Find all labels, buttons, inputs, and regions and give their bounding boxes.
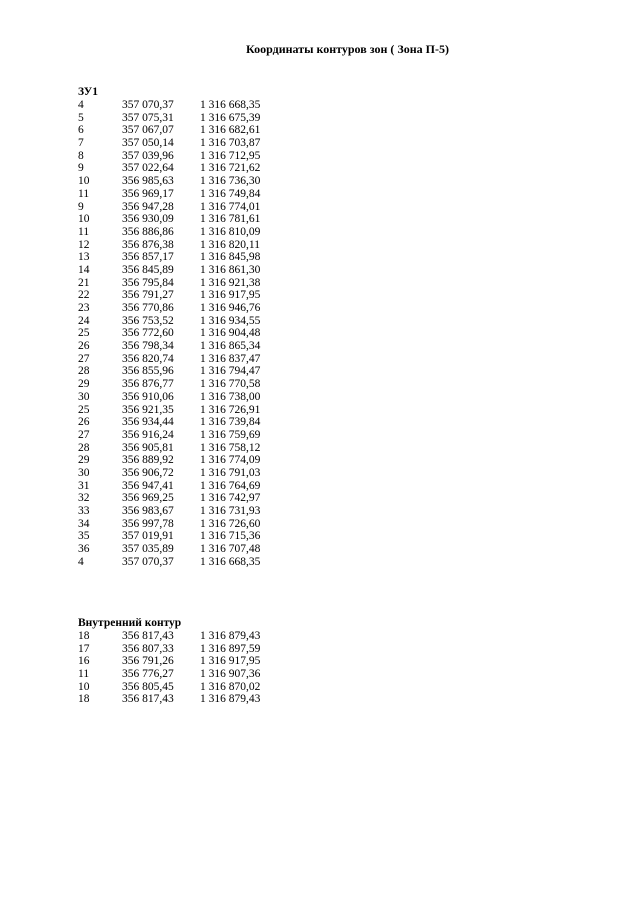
coord-x: 356 817,43 xyxy=(122,630,174,642)
table-row xyxy=(78,467,378,480)
coord-y: 1 316 934,55 xyxy=(200,314,261,327)
point-number: 32 xyxy=(78,492,90,505)
coord-x: 356 776,27 xyxy=(122,668,174,681)
coord-x: 356 857,17 xyxy=(122,251,174,264)
point-number: 30 xyxy=(78,466,90,479)
point-number: 18 xyxy=(78,693,90,706)
point-number: 27 xyxy=(78,428,90,441)
coord-y: 1 316 794,47 xyxy=(200,365,261,378)
coord-y: 1 316 703,87 xyxy=(200,137,261,150)
coord-x: 357 050,14 xyxy=(122,137,174,150)
coord-x: 356 921,35 xyxy=(122,403,174,416)
table-row xyxy=(78,150,378,163)
coord-x: 356 886,86 xyxy=(122,225,174,238)
section-zu1 xyxy=(78,86,378,568)
coord-y: 1 316 742,97 xyxy=(200,492,261,505)
coord-x: 357 075,31 xyxy=(122,111,174,124)
point-number: 8 xyxy=(78,149,84,162)
coord-y: 1 316 738,00 xyxy=(200,390,261,403)
table-row xyxy=(78,668,378,681)
coord-y: 1 316 749,84 xyxy=(200,187,261,200)
table-row xyxy=(78,213,378,226)
coord-y: 1 316 731,93 xyxy=(200,505,261,517)
coord-y: 1 316 946,76 xyxy=(200,302,261,314)
coord-y: 1 316 707,48 xyxy=(200,543,261,556)
coord-y: 1 316 781,61 xyxy=(200,213,261,226)
coord-x: 356 795,84 xyxy=(122,276,174,289)
coord-y: 1 316 715,36 xyxy=(200,530,261,543)
point-number: 14 xyxy=(78,263,90,276)
table-row xyxy=(78,239,378,252)
table-row xyxy=(78,162,378,175)
coord-x: 356 791,26 xyxy=(122,655,174,668)
section-heading: Внутренний контур xyxy=(78,617,182,629)
point-number: 17 xyxy=(78,642,90,655)
coord-y: 1 316 726,60 xyxy=(200,517,261,530)
point-number: 27 xyxy=(78,352,90,365)
point-number: 34 xyxy=(78,517,90,530)
coord-x: 356 855,96 xyxy=(122,365,174,378)
point-number: 11 xyxy=(78,225,90,238)
coord-x: 357 067,07 xyxy=(122,124,174,137)
point-number: 9 xyxy=(78,200,84,213)
coord-x: 356 889,92 xyxy=(122,454,174,467)
table-row xyxy=(78,505,378,518)
coord-y: 1 316 668,35 xyxy=(200,555,261,568)
coord-y: 1 316 879,43 xyxy=(200,693,261,706)
coord-y: 1 316 682,61 xyxy=(200,124,261,137)
coord-y: 1 316 897,59 xyxy=(200,642,261,655)
point-number: 18 xyxy=(78,630,90,642)
coord-x: 356 934,44 xyxy=(122,416,174,429)
point-number: 4 xyxy=(78,99,84,111)
coord-y: 1 316 736,30 xyxy=(200,175,261,188)
point-number: 28 xyxy=(78,441,90,454)
table-row xyxy=(78,630,378,643)
table-row xyxy=(78,416,378,429)
point-number: 24 xyxy=(78,314,90,327)
coord-x: 356 805,45 xyxy=(122,680,174,693)
coord-x: 356 947,41 xyxy=(122,479,174,492)
coord-y: 1 316 712,95 xyxy=(200,149,261,162)
section-inner-contour xyxy=(78,617,378,706)
coord-x: 356 997,78 xyxy=(122,517,174,530)
table-row xyxy=(78,378,378,391)
table-row xyxy=(78,353,378,366)
coord-y: 1 316 764,69 xyxy=(200,479,261,492)
coord-x: 357 035,89 xyxy=(122,543,174,556)
point-number: 25 xyxy=(78,327,90,340)
table-row xyxy=(78,530,378,543)
coordinate-table xyxy=(78,630,378,706)
coord-x: 356 770,86 xyxy=(122,302,174,314)
table-row xyxy=(78,289,378,302)
coord-x: 356 817,43 xyxy=(122,693,174,706)
point-number: 10 xyxy=(78,175,90,188)
point-number: 11 xyxy=(78,187,90,200)
table-row xyxy=(78,404,378,417)
coord-y: 1 316 759,69 xyxy=(200,428,261,441)
table-row xyxy=(78,99,378,112)
table-row xyxy=(78,124,378,137)
coord-x: 356 983,67 xyxy=(122,505,174,517)
coord-x: 356 930,09 xyxy=(122,213,174,226)
table-row xyxy=(78,201,378,214)
table-row xyxy=(78,492,378,505)
table-row xyxy=(78,226,378,239)
table-row xyxy=(78,277,378,290)
point-number: 36 xyxy=(78,543,90,556)
coord-y: 1 316 774,09 xyxy=(200,454,261,467)
table-row xyxy=(78,543,378,556)
coord-x: 356 845,89 xyxy=(122,263,174,276)
table-row xyxy=(78,315,378,328)
point-number: 29 xyxy=(78,454,90,467)
point-number: 6 xyxy=(78,124,84,137)
coord-x: 356 876,77 xyxy=(122,378,174,391)
coord-x: 357 070,37 xyxy=(122,99,174,111)
coord-x: 357 070,37 xyxy=(122,555,174,568)
coord-x: 356 947,28 xyxy=(122,200,174,213)
coord-y: 1 316 879,43 xyxy=(200,630,261,642)
coord-x: 356 798,34 xyxy=(122,340,174,353)
table-row xyxy=(78,643,378,656)
coord-y: 1 316 774,01 xyxy=(200,200,261,213)
table-row xyxy=(78,264,378,277)
coord-y: 1 316 917,95 xyxy=(200,655,261,668)
coord-y: 1 316 758,12 xyxy=(200,441,261,454)
table-row xyxy=(78,681,378,694)
point-number: 22 xyxy=(78,289,90,302)
coord-y: 1 316 739,84 xyxy=(200,416,261,429)
point-number: 11 xyxy=(78,668,90,681)
coord-y: 1 316 721,62 xyxy=(200,162,261,175)
page-title: Координаты контуров зон ( Зона П-5) xyxy=(246,42,449,56)
coord-y: 1 316 921,38 xyxy=(200,276,261,289)
point-number: 31 xyxy=(78,479,90,492)
coord-x: 356 876,38 xyxy=(122,238,174,251)
coord-x: 356 905,81 xyxy=(122,441,174,454)
table-row xyxy=(78,480,378,493)
coord-x: 356 969,25 xyxy=(122,492,174,505)
coord-y: 1 316 675,39 xyxy=(200,111,261,124)
table-row xyxy=(78,693,378,706)
coord-x: 356 753,52 xyxy=(122,314,174,327)
coord-x: 356 791,27 xyxy=(122,289,174,302)
table-row xyxy=(78,442,378,455)
point-number: 10 xyxy=(78,680,90,693)
table-row xyxy=(78,454,378,467)
coord-x: 356 820,74 xyxy=(122,352,174,365)
coord-x: 357 019,91 xyxy=(122,530,174,543)
table-row xyxy=(78,251,378,264)
section-heading: ЗУ1 xyxy=(78,86,98,98)
point-number: 16 xyxy=(78,655,90,668)
point-number: 4 xyxy=(78,555,84,568)
point-number: 26 xyxy=(78,340,90,353)
coord-x: 356 910,06 xyxy=(122,390,174,403)
coord-x: 356 985,63 xyxy=(122,175,174,188)
coord-y: 1 316 770,58 xyxy=(200,378,261,391)
point-number: 25 xyxy=(78,403,90,416)
coord-y: 1 316 861,30 xyxy=(200,263,261,276)
coord-y: 1 316 668,35 xyxy=(200,99,261,111)
coord-x: 356 906,72 xyxy=(122,466,174,479)
point-number: 28 xyxy=(78,365,90,378)
point-number: 30 xyxy=(78,390,90,403)
coord-y: 1 316 907,36 xyxy=(200,668,261,681)
point-number: 21 xyxy=(78,276,90,289)
coord-y: 1 316 917,95 xyxy=(200,289,261,302)
coord-x: 356 807,33 xyxy=(122,642,174,655)
table-row xyxy=(78,365,378,378)
coord-y: 1 316 865,34 xyxy=(200,340,261,353)
table-row xyxy=(78,112,378,125)
table-row xyxy=(78,518,378,531)
coord-y: 1 316 726,91 xyxy=(200,403,261,416)
coord-y: 1 316 904,48 xyxy=(200,327,261,340)
point-number: 26 xyxy=(78,416,90,429)
coord-y: 1 316 870,02 xyxy=(200,680,261,693)
point-number: 10 xyxy=(78,213,90,226)
coord-y: 1 316 820,11 xyxy=(200,238,260,251)
table-row xyxy=(78,327,378,340)
coord-x: 357 022,64 xyxy=(122,162,174,175)
coord-x: 356 969,17 xyxy=(122,187,174,200)
table-row xyxy=(78,429,378,442)
point-number: 29 xyxy=(78,378,90,391)
coord-x: 356 916,24 xyxy=(122,428,174,441)
table-row xyxy=(78,556,378,569)
coord-y: 1 316 837,47 xyxy=(200,352,261,365)
point-number: 5 xyxy=(78,111,84,124)
table-row xyxy=(78,188,378,201)
table-row xyxy=(78,655,378,668)
point-number: 23 xyxy=(78,302,90,314)
point-number: 35 xyxy=(78,530,90,543)
coord-y: 1 316 791,03 xyxy=(200,466,261,479)
coord-x: 356 772,60 xyxy=(122,327,174,340)
table-row xyxy=(78,137,378,150)
table-row xyxy=(78,175,378,188)
point-number: 33 xyxy=(78,505,90,517)
point-number: 13 xyxy=(78,251,90,264)
coord-y: 1 316 810,09 xyxy=(200,225,261,238)
point-number: 9 xyxy=(78,162,84,175)
coord-x: 357 039,96 xyxy=(122,149,174,162)
point-number: 7 xyxy=(78,137,84,150)
table-row xyxy=(78,391,378,404)
table-row xyxy=(78,340,378,353)
coordinate-table xyxy=(78,99,378,568)
table-row xyxy=(78,302,378,315)
point-number: 12 xyxy=(78,238,90,251)
coord-y: 1 316 845,98 xyxy=(200,251,261,264)
